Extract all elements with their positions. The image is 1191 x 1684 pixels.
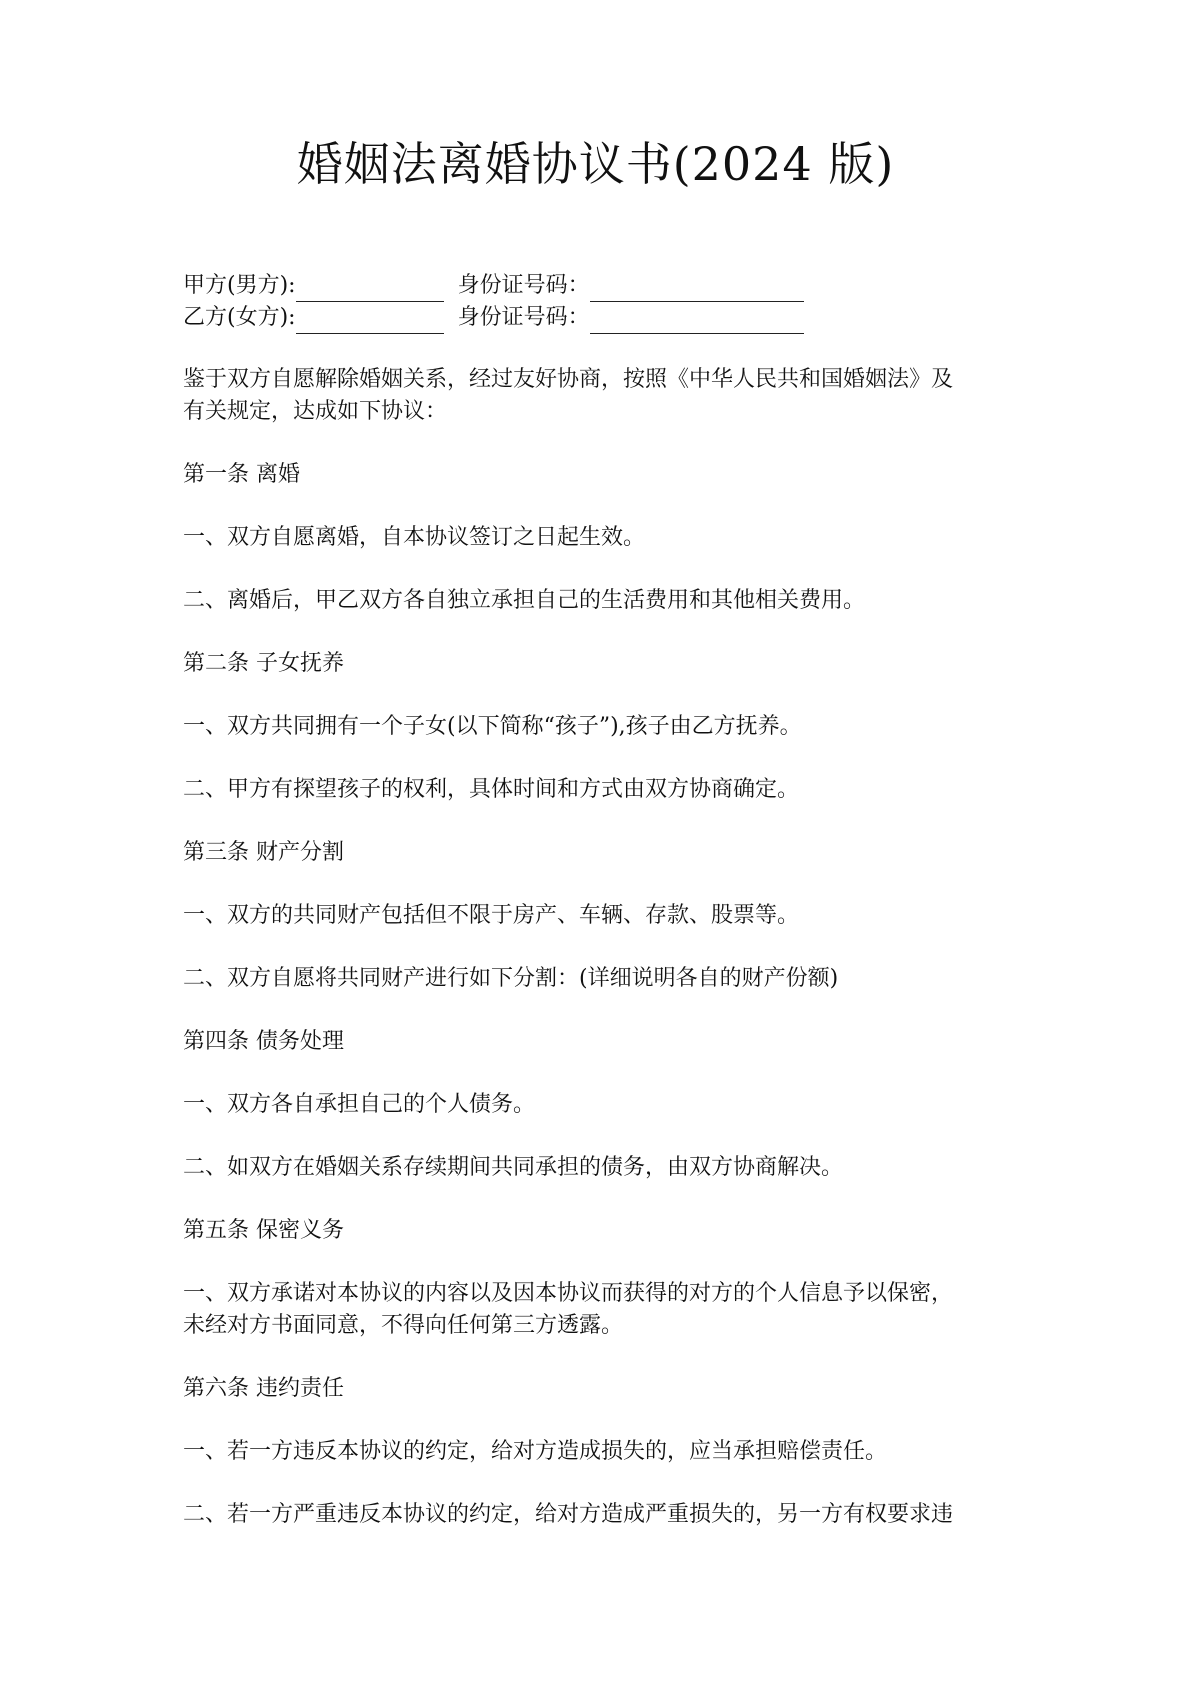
article-3-clause-2: 二、双方自愿将共同财产进行如下分割：(详细说明各自的财产份额) [183,966,839,991]
party-b-line [183,302,804,334]
article-1-clause-1: 一、双方自愿离婚，自本协议签订之日起生效。 [183,525,646,550]
article-6-heading: 第六条 违约责任 [183,1376,344,1401]
article-2-clause-2: 二、甲方有探望孩子的权利，具体时间和方式由双方协商确定。 [183,777,800,802]
party-a-line [183,270,804,302]
article-2-heading: 第二条 子女抚养 [183,651,344,676]
article-1-heading: 第一条 离婚 [183,462,300,487]
article-3-clause-1: 一、双方的共同财产包括但不限于房产、车辆、存款、股票等。 [183,903,800,928]
article-5-clause-1-line-2: 未经对方书面同意，不得向任何第三方透露。 [183,1313,624,1338]
article-1-clause-2: 二、离婚后，甲乙双方各自独立承担自己的生活费用和其他相关费用。 [183,588,866,613]
article-4-clause-1: 一、双方各自承担自己的个人债务。 [183,1092,536,1117]
party-b-name-blank [296,307,444,334]
article-5-heading: 第五条 保密义务 [183,1218,344,1243]
article-2-clause-1: 一、双方共同拥有一个子女(以下简称“孩子”),孩子由乙方抚养。 [183,714,802,739]
party-a-name-blank [296,275,444,302]
article-4-heading: 第四条 债务处理 [183,1029,344,1054]
article-6-clause-1: 一、若一方违反本协议的约定，给对方造成损失的，应当承担赔偿责任。 [183,1439,888,1464]
preamble-line-2: 有关规定，达成如下协议： [183,399,448,424]
article-6-clause-2: 二、若一方严重违反本协议的约定，给对方造成严重损失的，另一方有权要求违 [183,1502,954,1527]
party-a-id-label: 身份证号码： [457,273,590,298]
document-title: 婚姻法离婚协议书(2024 版) [296,137,895,191]
party-a-label: 甲方(男方): [183,273,296,298]
article-4-clause-2: 二、如双方在婚姻关系存续期间共同承担的债务，由双方协商解决。 [183,1155,844,1180]
article-5-clause-1-line-1: 一、双方承诺对本协议的内容以及因本协议而获得的对方的个人信息予以保密， [183,1281,954,1306]
party-a-id-blank [590,275,804,302]
party-b-label: 乙方(女方): [183,305,296,330]
party-b-id-blank [590,307,804,334]
article-3-heading: 第三条 财产分割 [183,840,344,865]
party-b-id-label: 身份证号码： [457,305,590,330]
preamble-line-1: 鉴于双方自愿解除婚姻关系，经过友好协商，按照《中华人民共和国婚姻法》及 [183,367,954,392]
